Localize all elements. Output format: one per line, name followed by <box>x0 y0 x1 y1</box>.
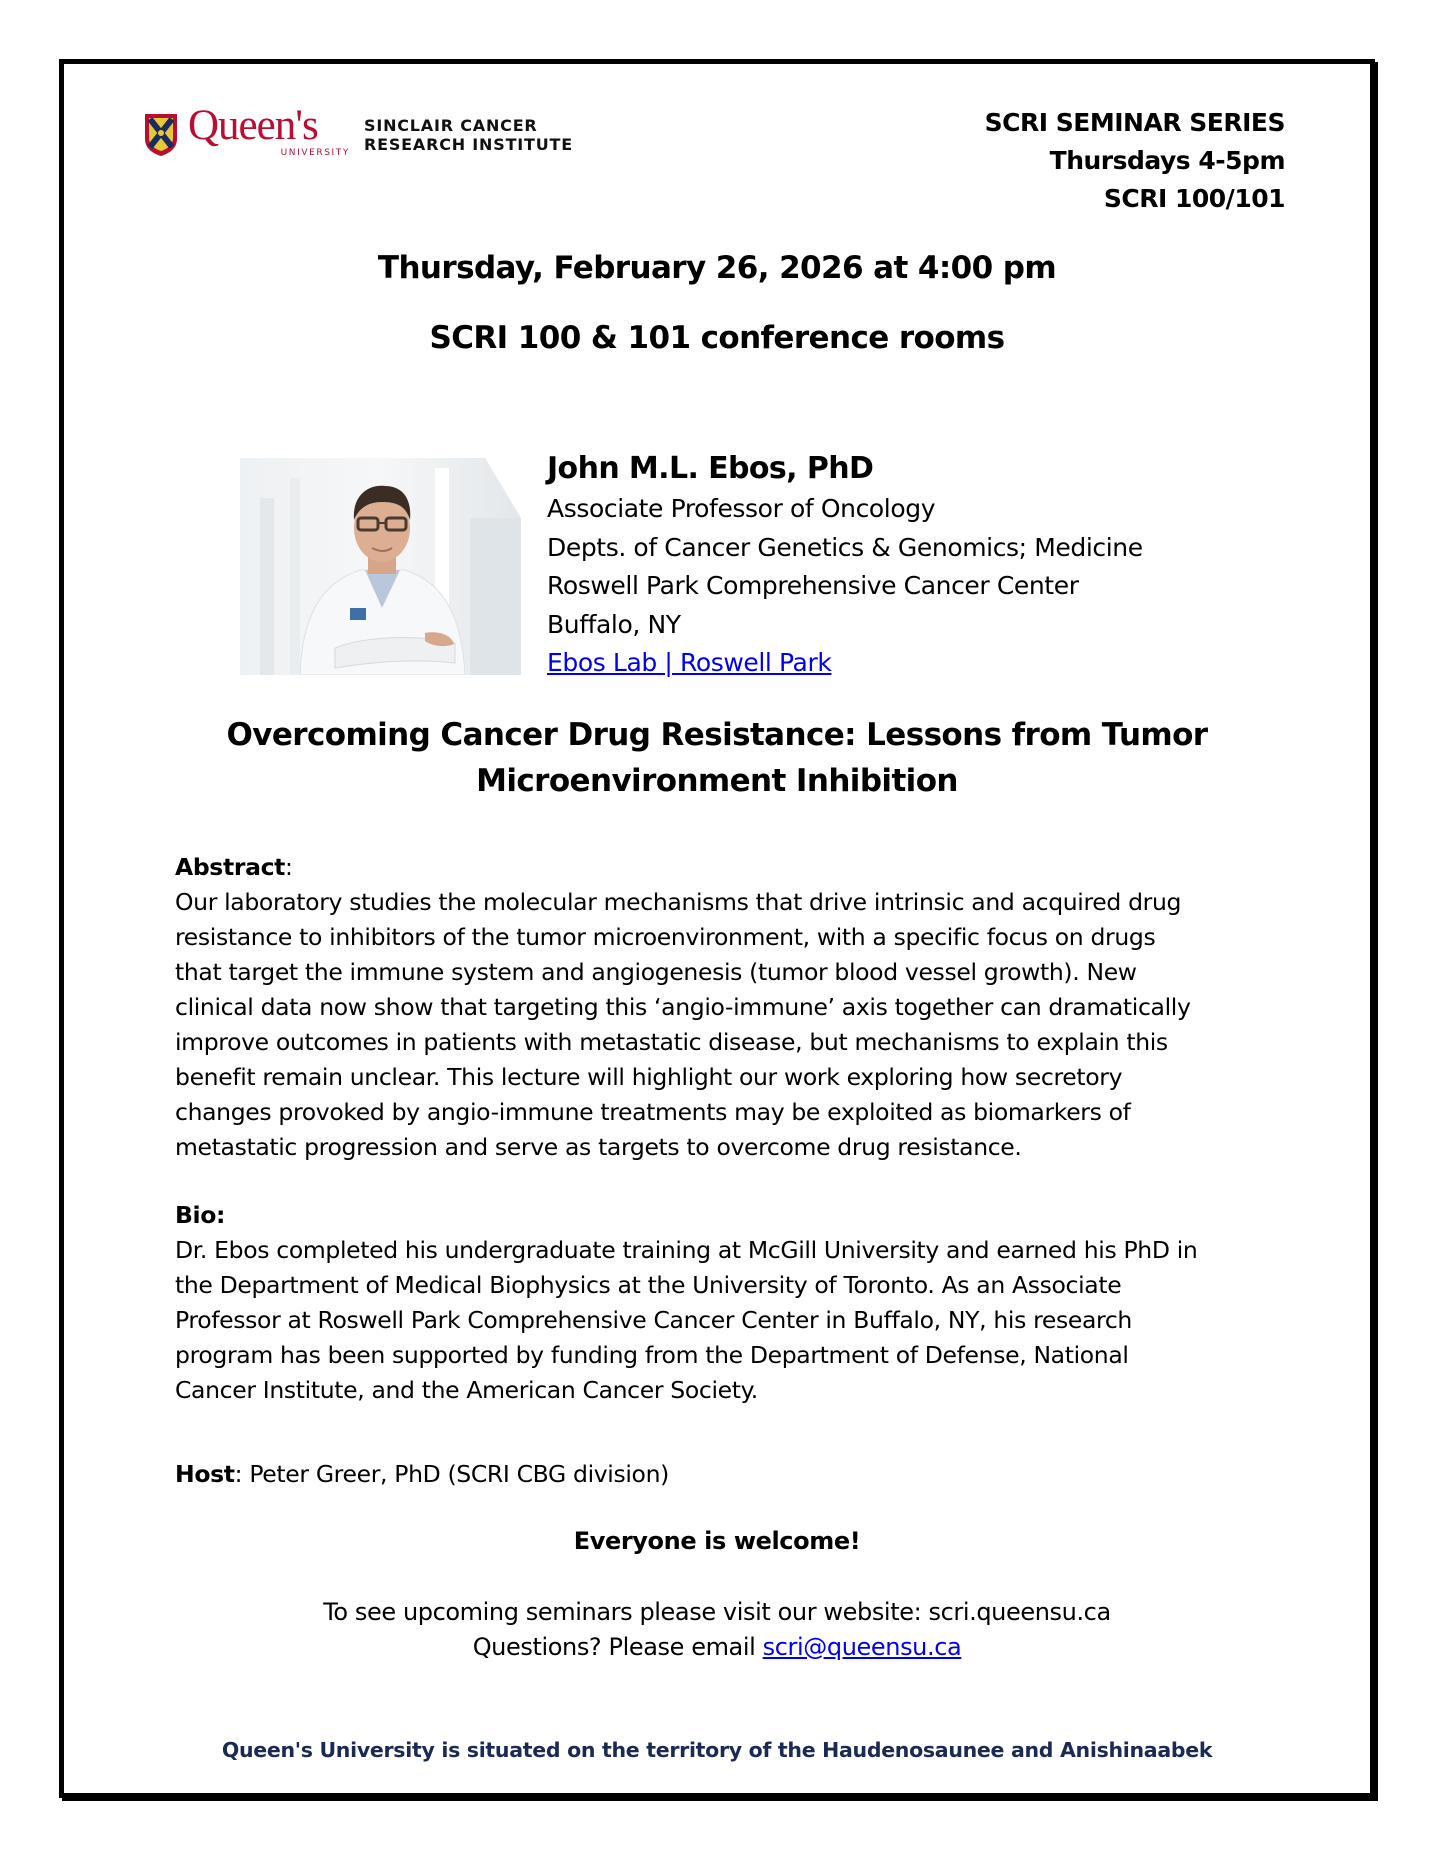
talk-title-line-1: Overcoming Cancer Drug Resistance: Lessons from Tumor <box>226 717 1208 753</box>
speaker-info <box>547 448 1143 683</box>
abstract-line: changes provoked by angio-immune treatments may be exploited as biomarkers of <box>175 1098 1131 1126</box>
abstract-line: resistance to inhibitors of the tumor microenvironment, with a specific focus on drugs <box>175 923 1156 951</box>
queens-word: Queen's <box>188 102 318 149</box>
speaker-portrait-image <box>240 458 521 675</box>
host-line <box>175 1457 1305 1492</box>
university-sub: UNIVERSITY <box>280 148 350 158</box>
institute-logo <box>144 102 573 160</box>
abstract-line: benefit remain unclear. This lecture will highlight our work exploring how secretory <box>175 1063 1123 1091</box>
abstract-line: that target the immune system and angiogenesis (tumor blood vessel growth). New <box>175 958 1137 986</box>
talk-title <box>64 712 1370 804</box>
bio-line: Dr. Ebos completed his undergraduate training at McGill University and earned his PhD in <box>175 1236 1198 1264</box>
speaker-departments: Depts. of Cancer Genetics & Genomics; Medicine <box>547 532 1143 562</box>
event-room: SCRI 100 & 101 conference rooms <box>429 320 1005 356</box>
bio-line: Cancer Institute, and the American Cancer Society. <box>175 1376 758 1404</box>
institute-line-2: RESEARCH INSTITUTE <box>364 135 573 154</box>
welcome-message: Everyone is welcome! <box>573 1527 861 1555</box>
speaker-institution: Roswell Park Comprehensive Cancer Center <box>547 571 1079 600</box>
host-label: Host <box>175 1460 235 1488</box>
host-value: : Peter Greer, PhD (SCRI CBG division) <box>234 1460 669 1488</box>
speaker-photo <box>240 458 521 675</box>
bio-heading: Bio: <box>175 1201 226 1229</box>
series-location: SCRI 100/101 <box>1103 184 1285 213</box>
email-prefix: Questions? Please email <box>472 1633 763 1661</box>
bio-line: the Department of Medical Biophysics at the University of Toronto. As an Associate <box>175 1271 1122 1299</box>
speaker-city: Buffalo, NY <box>547 609 681 639</box>
contact-info <box>64 1595 1370 1665</box>
bio-line: program has been supported by funding from the Department of Defense, National <box>175 1341 1129 1369</box>
series-schedule: Thursdays 4-5pm <box>1049 146 1285 175</box>
lab-website-link[interactable]: Ebos Lab | Roswell Park <box>547 648 832 677</box>
bio-section <box>175 1198 1305 1408</box>
abstract-line: clinical data now show that targeting this ‘angio-immune’ axis together can dramatically <box>175 993 1191 1021</box>
land-acknowledgement: Queen's University is situated on the territory of the Haudenosaunee and Anishinaabek <box>221 1738 1213 1762</box>
institute-line-1: SINCLAIR CANCER <box>364 116 538 135</box>
seminar-series-info <box>985 104 1285 218</box>
abstract-line: metastatic progression and serve as targets to overcome drug resistance. <box>175 1133 1022 1161</box>
abstract-heading-colon: : <box>285 853 293 881</box>
queens-crest-icon <box>144 113 178 157</box>
speaker-position: Associate Professor of Oncology <box>547 494 936 523</box>
bio-line: Professor at Roswell Park Comprehensive Cancer Center in Buffalo, NY, his research <box>175 1306 1132 1334</box>
institute-name <box>364 116 573 154</box>
speaker-name: John M.L. Ebos, PhD <box>547 451 874 486</box>
abstract-line: Our laboratory studies the molecular mechanisms that drive intrinsic and acquired drug <box>175 888 1182 916</box>
abstract-section <box>175 850 1305 1165</box>
series-title: SCRI SEMINAR SERIES <box>984 108 1285 137</box>
abstract-heading: Abstract <box>175 853 286 881</box>
talk-title-line-2: Microenvironment Inhibition <box>476 763 958 799</box>
queens-wordmark <box>188 102 350 160</box>
website-line: To see upcoming seminars please visit our website: scri.queensu.ca <box>323 1598 1111 1626</box>
event-datetime: Thursday, February 26, 2026 at 4:00 pm <box>377 250 1057 286</box>
email-link[interactable]: scri@queensu.ca <box>762 1633 962 1661</box>
abstract-line: improve outcomes in patients with metastatic disease, but mechanisms to explain this <box>175 1028 1168 1056</box>
